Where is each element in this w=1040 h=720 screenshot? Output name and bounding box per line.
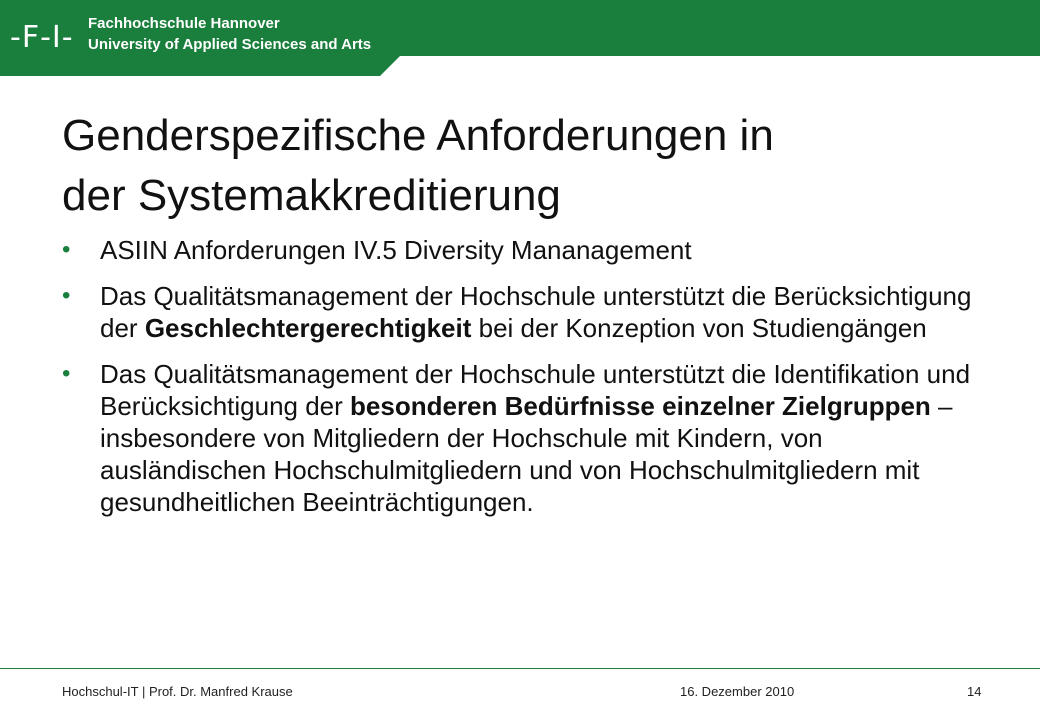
bullet-item-2 [62, 280, 982, 344]
footer-date: 16. Dezember 2010 [680, 684, 795, 699]
institution-name [88, 13, 371, 55]
bullet-emphasis: besonderen Bedürfnisse einzelner Zielgruppen [350, 391, 931, 421]
footer-divider [0, 668, 1040, 669]
bullet-item-1 [62, 234, 982, 266]
bullet-text-part: – insbesondere von Mitgliedern der Hochschule mit Kindern, von ausländischen Hochschulmitgliedern und von Hochschulmitgliedern mit gesundheitlichen Beeinträchtigungen. [100, 391, 953, 517]
university-logo: -F-I- [10, 20, 74, 55]
slide-title [62, 106, 992, 226]
slide-title-line1: Genderspezifische Anforderungen in [62, 111, 774, 160]
bullet-text-part: bei der Konzeption von Studiengängen [471, 313, 927, 343]
bullet-text-part: Das Qualitätsmanagement der Hochschule unterstützt die Identifikation und Berücksichtigung der [100, 359, 971, 421]
bullet-icon: • [62, 282, 71, 309]
institution-name-de: Fachhochschule Hannover [88, 15, 280, 32]
bullet-text-part: Das Qualitätsmanagement der Hochschule unterstützt die Berücksichtigung der [100, 281, 972, 343]
institution-name-en: University of Applied Sciences and Arts [88, 36, 372, 53]
header-band [0, 0, 1040, 76]
footer-author: Hochschul-IT | Prof. Dr. Manfred Krause [62, 684, 293, 699]
slide-title-line2: der Systemakkreditierung [62, 171, 561, 220]
bullet-text: ASIIN Anforderungen IV.5 Diversity Mananagement [100, 235, 692, 265]
bullet-icon: • [62, 236, 71, 263]
bullet-list [62, 234, 982, 532]
bullet-icon: • [62, 360, 71, 387]
footer-page-number: 14 [967, 684, 982, 699]
bullet-item-3 [62, 358, 982, 518]
bullet-emphasis: Geschlechtergerechtigkeit [144, 313, 472, 343]
